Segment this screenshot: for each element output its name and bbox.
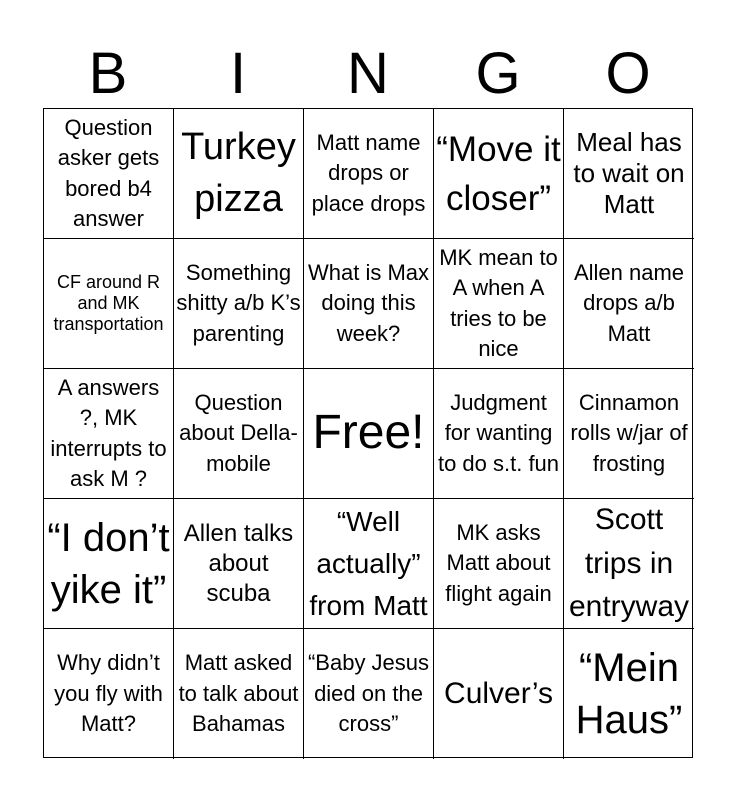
header-letter-g: G xyxy=(475,41,521,106)
bingo-cell[interactable]: Cinnamon rolls w/jar of frosting xyxy=(564,369,694,499)
bingo-header xyxy=(43,40,693,108)
bingo-cell[interactable]: “Well actually” from Matt xyxy=(304,499,434,629)
bingo-cell[interactable]: Culver’s xyxy=(434,629,564,759)
bingo-cell[interactable]: Judgment for wanting to do s.t. fun xyxy=(434,369,564,499)
bingo-cell[interactable]: “Baby Jesus died on the cross” xyxy=(304,629,434,759)
bingo-cell[interactable]: “Move it closer” xyxy=(434,109,564,239)
bingo-grid xyxy=(43,108,693,758)
header-letter-o: O xyxy=(605,41,651,106)
bingo-cell[interactable]: Allen name drops a/b Matt xyxy=(564,239,694,369)
bingo-cell[interactable]: Matt name drops or place drops xyxy=(304,109,434,239)
bingo-cell[interactable]: MK mean to A when A tries to be nice xyxy=(434,239,564,369)
bingo-cell[interactable]: Question asker gets bored b4 answer xyxy=(44,109,174,239)
free-space[interactable]: Free! xyxy=(304,369,434,499)
header-letter-b: B xyxy=(88,41,128,106)
bingo-cell[interactable]: “Mein Haus” xyxy=(575,646,683,742)
bingo-cell[interactable]: Why didn’t you fly with Matt? xyxy=(44,629,174,759)
header-letter-i: I xyxy=(229,41,247,106)
bingo-cell[interactable]: Matt asked to talk about Bahamas xyxy=(174,629,304,759)
bingo-cell[interactable]: Turkey pizza xyxy=(174,109,304,239)
bingo-cell[interactable]: CF around R and MK transportation xyxy=(44,239,174,369)
bingo-cell[interactable]: “I don’t yike it” xyxy=(44,499,174,629)
bingo-cell[interactable]: Allen talks about scuba xyxy=(174,499,304,629)
bingo-cell[interactable]: Question about Della-mobile xyxy=(174,369,304,499)
bingo-cell[interactable]: Meal has to wait on Matt xyxy=(564,109,694,239)
bingo-cell[interactable]: Something shitty a/b K’s parenting xyxy=(174,239,304,369)
bingo-cell[interactable]: MK asks Matt about flight again xyxy=(434,499,564,629)
header-letter-n: N xyxy=(347,41,389,106)
bingo-cell[interactable]: A answers ?, MK interrupts to ask M ? xyxy=(44,369,174,499)
bingo-cell[interactable]: Scott trips in entryway xyxy=(564,499,694,629)
bingo-cell[interactable]: What is Max doing this week? xyxy=(304,239,434,369)
